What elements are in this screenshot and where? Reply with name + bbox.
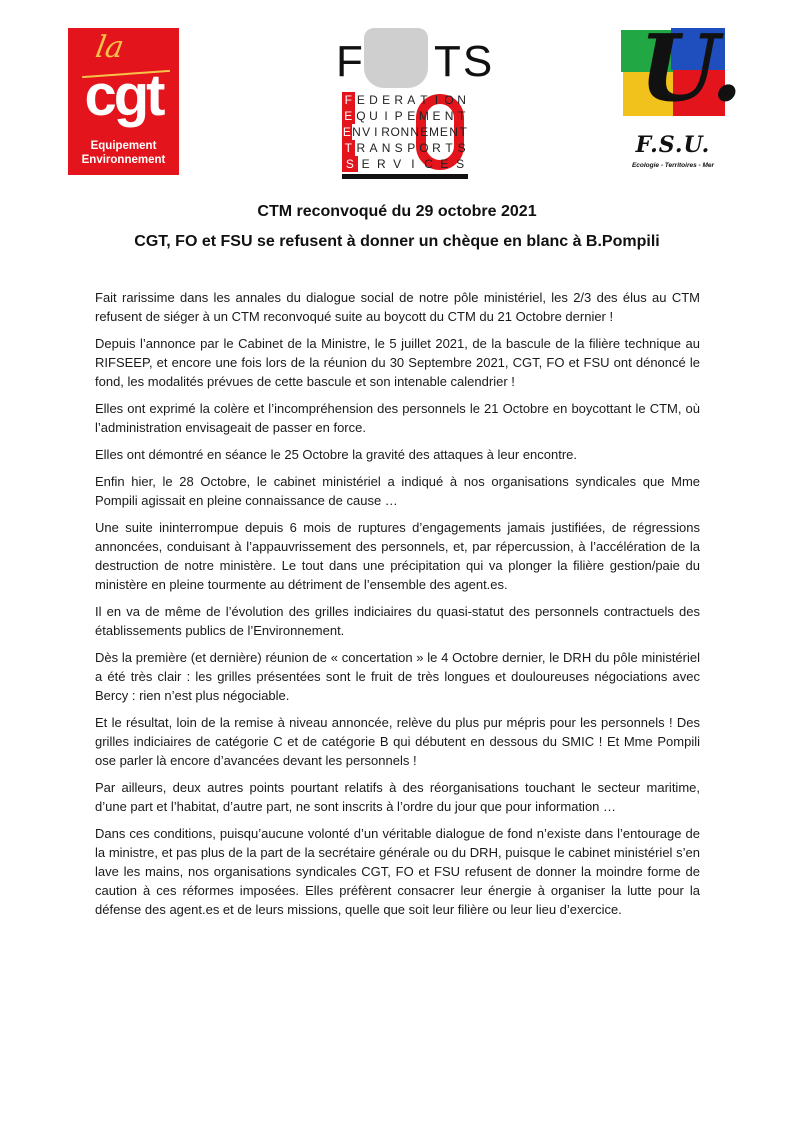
paragraph: Depuis l’annonce par le Cabinet de la Ministre, le 5 juillet 2021, de la bascule de la filière technique au RIFSEEP, et encore une fois lors de la réunion du 30 Septembre 2021, CGT, FO et FSU ont dénoncé le fond, les modalités prévues de cette bascule et son intenable calendrier ! [95,336,700,389]
paragraph: Dès la première (et dernière) réunion de « concertation » le 4 Octobre dernier, le DRH du pôle ministériel a été très clair : les grilles présentées sont le fruit de très longues et douloureuses négociations avec Bercy : rien n’est plus négociable. [95,650,700,703]
fo-logo-letter: N [444,109,454,123]
cgt-logo-line2: Environnement [81,154,166,166]
fo-logo-letter: I [434,93,439,107]
fo-logo-letter: N [449,125,458,139]
fo-logo-letter: F [342,92,355,108]
fo-logo-letter: R [377,157,386,171]
fo-logo-letter: N [410,125,419,139]
fo-logo-letter: E [432,109,441,123]
fo-logo-letter: R [394,93,403,107]
fo-logo-letter: Q [356,109,366,123]
fo-logo-letters [336,37,495,86]
fo-logo-letter: E [356,93,365,107]
fsu-logo-name: F.S.U. [635,132,711,158]
fo-logo-letter: P [394,109,403,123]
fo-logo-letter: M [418,109,429,123]
fist-icon [364,28,428,88]
document-title: CTM reconvoqué du 29 octobre 2021 [257,203,537,220]
fo-logo-letter: O [390,125,400,139]
fo-logo-letter: E [382,93,391,107]
fo-logo-letter: R [432,141,441,155]
paragraph: Il en va de même de l’évolution des grilles indiciaires du quasi-statut des personnels contractuels des établissements publics de l’Environnement. [95,604,700,638]
fo-logo-letter: V [362,125,371,139]
paragraph: Et le résultat, loin de la remise à niveau annoncée, relève du plus pur mépris pour les personnels ! Des grilles indiciaires de catégorie C et de catégorie B qui débutent en dessous du SMIC ! Et Mme Pompili ose parler là encore d’avancées devant les personnels ! [95,715,700,768]
fo-feets-logo [336,28,495,180]
fo-logo-letter: U [369,109,378,123]
fo-logo-letter: N [400,125,410,139]
fo-logo-f: F [336,37,365,86]
fo-logo-bar [342,174,468,179]
fo-logo-letter-grid [342,92,468,172]
cgt-logo-la: la [92,30,127,65]
fo-logo-letter: T [445,141,453,155]
fo-logo-letter: V [393,157,402,171]
fo-logo-letter: R [381,125,390,139]
fo-logo-letter: E [439,125,448,139]
fo-logo-letter: N [352,125,361,139]
fo-logo-letter: A [369,141,378,155]
fo-logo-letter: P [407,141,416,155]
fo-logo-letter: O [419,141,429,155]
fo-logo-letter: E [420,125,429,139]
paragraph: Une suite ininterrompue depuis 6 mois de ruptures d’engagements jamais justifiées, de régressions annoncées, conduisant à l’appauvrissement des personnels, et, par répercussion, à l’accélération de la destruction de notre ministère. Le tout dans une précipitation qui va plonger la filière gestion/paie du ministère en pleine tourmente au détriment de l’ensemble des agent.es. [95,520,700,592]
fo-logo-letter: T [342,140,355,156]
cgt-logo-subtitle [68,139,179,167]
fo-logo-letter: N [381,141,391,155]
fo-logo-row [342,124,468,140]
fo-logo-letter: E [342,108,355,124]
document-subtitle: CGT, FO et FSU se refusent à donner un chèque en blanc à B.Pompili [134,233,660,250]
fo-logo-row [342,108,468,124]
fo-logo-letter: E [407,109,416,123]
fo-logo-letter: O [444,93,454,107]
paragraph: Enfin hier, le 28 Octobre, le cabinet ministériel a indiqué à nos organisations syndicales que Mme Pompili agissait en pleine connaissance de cause … [95,474,700,508]
fsu-logo-letter: U. [639,14,743,122]
fsu-logo-tagline: Ecologie - Territoires - Mer [631,162,715,169]
fo-logo-letter: I [384,109,388,123]
paragraph: Elles ont exprimé la colère et l’incompréhension des personnels le 21 Octobre en boycottant le CTM, où l’administration envisageait de passer en force. [95,401,700,435]
fo-logo-letter: D [369,93,378,107]
paragraph: Dans ces conditions, puisqu’aucune volonté d’un véritable dialogue de fond n’existe dans l’entourage de la ministre, et pas plus de la part de la secrétaire générale ou du DRH, puisque le cabinet ministériel s’en lave les mains, nos organisations syndicales CGT, FO et FSU refusent de donner la moindre forme de caution à ces réformes imposées. Elles préfèrent consacrer leur énergie à organiser la lutte pour la défense des agent.es et de leurs missions, quelle que soit leur filière ou leur lieu d’exercice. [95,826,700,917]
fo-logo-letter: N [457,93,466,107]
fo-logo-row [342,156,468,172]
cgt-logo-line1: Equipement [90,140,157,152]
document-body [95,288,700,927]
fsu-logo [619,14,743,176]
fo-logo-row [342,140,468,156]
fo-logo-letter: E [440,157,449,171]
fo-logo-letter: E [342,125,351,139]
fo-logo-letter: I [411,157,415,171]
fo-logo-letter: S [394,141,403,155]
fo-logo-letter: R [356,141,366,155]
cgt-logo [68,28,179,175]
paragraph: Par ailleurs, deux autres points pourtant relatifs à des réorganisations touchant le secteur maritime, d’une part et l’habitat, d’autre part, ne sont inscrits à l’ordre du jour que pour information … [95,780,700,814]
fo-logo-letter: S [457,141,466,155]
fo-logo-row [342,92,468,108]
fo-logo-letter: S [456,157,465,171]
fo-logo-letter: E [361,157,370,171]
fo-logo-ts: TS [434,37,495,86]
fo-logo-letter: M [429,125,440,139]
cgt-logo-wordmark: cgt [84,63,163,128]
fo-logo-letter: I [374,125,378,139]
fo-logo-letter: T [459,125,467,139]
fo-logo-letter: S [342,156,358,172]
fo-logo-letter: A [407,93,416,107]
paragraph: Fait rarissime dans les annales du dialogue social de notre pôle ministériel, les 2/3 des élus au CTM refusent de siéger à un CTM reconvoqué suite au boycott du CTM du 21 Octobre dernier ! [95,290,700,324]
fo-logo-letter: C [424,157,433,171]
paragraph: Elles ont démontré en séance le 25 Octobre la gravité des attaques à leur encontre. [95,447,578,462]
fo-logo-letter: T [420,93,428,107]
fo-logo-letter: T [457,109,466,123]
